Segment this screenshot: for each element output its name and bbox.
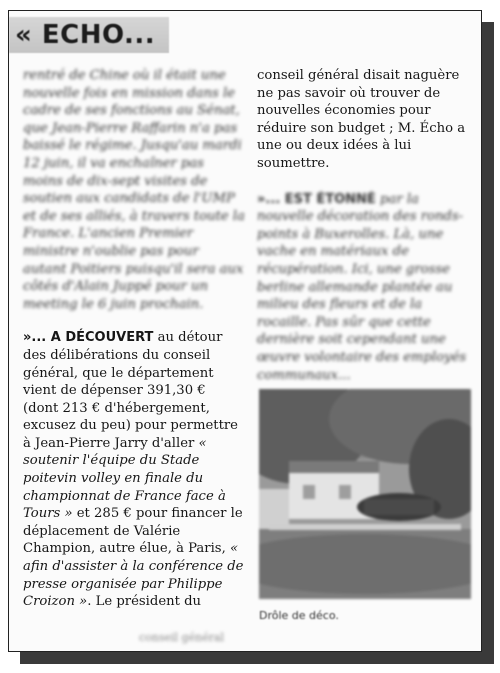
lede-body: au détour des délibérations du conseil général, que le département vient de dépenser 391,30 € (dont 213 € d'hébergement, excusez du peu) pour permettre à Jean-Pierre Jarry d'aller <box>23 330 238 451</box>
blurred-paragraph-right <box>257 191 473 385</box>
quote-2: « afin d'assister à la conférence de presse organisée par Philippe Croizon » <box>23 541 244 610</box>
middle-text: et 285 € pour financer le déplacement de Valérie Champion, autre élue, à Paris, <box>23 506 243 557</box>
blurred-body: par la nouvelle décoration des ronds-points à Buxerolles. Là, une vache en matériaux de récupération. Ici, une grosse berline allemande plantée au milieu des fleurs et de la rocaille. Pas sûr que cette dernière soit cependant une œuvre volontaire des employés communaux... <box>257 191 467 383</box>
quote-1: « soutenir l'équipe du Stade poitevin volley en finale du championnat de France face à Tours » <box>23 435 226 522</box>
right-column <box>257 67 473 384</box>
footer-fragment: conseil général <box>139 631 225 644</box>
blurred-label: »... EST ÉTONNÉ <box>257 191 376 207</box>
photo-caption: Drôle de déco. <box>259 609 339 622</box>
column-title: « ECHO... <box>9 17 169 53</box>
newspaper-clipping <box>8 10 482 652</box>
end-text: . Le président du <box>87 594 202 610</box>
blurred-paragraph-left: rentré de Chine où il était une nouvelle fois en mission dans le cadre de ses fonctions au Sénat, que Jean-Pierre Raffarin n'a pas baissé le régime. Jusqu'au mardi 12 juin, il va enchaîner pas moins de dix-sept visites de soutien aux candidats de l'UMP et de ses alliés, à travers toute la France. L'ancien Premier ministre n'oublie pas pour autant Poitiers puisqu'il sera aux côtés d'Alain Juppé pour un meeting le 6 juin prochain. <box>23 68 245 312</box>
photo-image <box>259 389 471 599</box>
lede-label: »... A DÉCOUVERT <box>23 330 154 346</box>
roundabout-photo <box>259 389 471 599</box>
left-column <box>23 67 245 611</box>
continuation-paragraph: conseil général disait naguère ne pas savoir où trouver de nouvelles économies pour réduire son budget ; M. Écho a une ou deux idées à lui soumettre. <box>257 68 466 171</box>
decouvert-paragraph <box>23 329 245 611</box>
